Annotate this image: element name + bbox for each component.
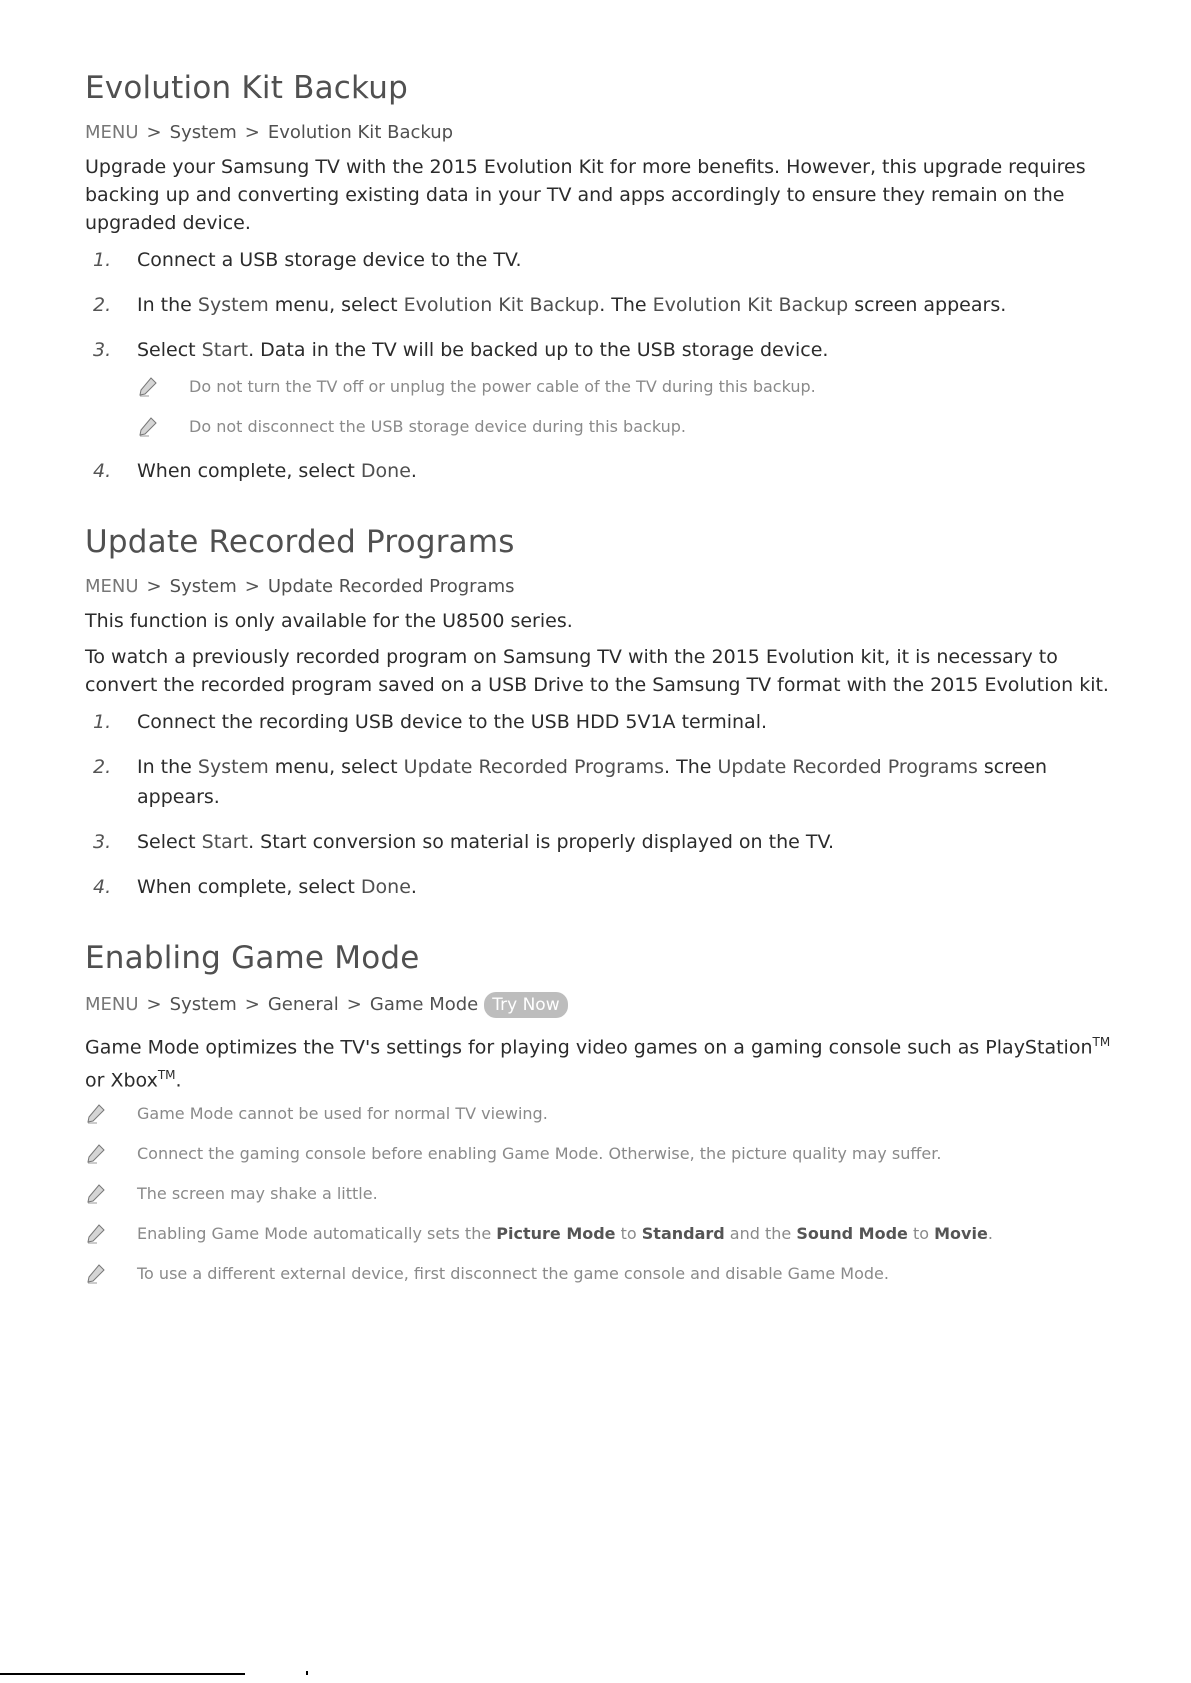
section-evolution-kit-backup: [85, 70, 1125, 486]
step-number: 1.: [93, 711, 112, 733]
step-item: [85, 290, 1125, 320]
pencil-note-icon: [85, 1263, 137, 1285]
step-number: 3.: [93, 831, 112, 853]
breadcrumb-game-mode[interactable]: Game Mode: [369, 994, 479, 1015]
pencil-note-icon: [85, 1223, 137, 1245]
step-text: In the System menu, select Update Recorded Programs. The Update Recorded Programs screen appears.: [137, 756, 1048, 808]
page: [85, 70, 1125, 1323]
note-text: Game Mode cannot be used for normal TV viewing.: [137, 1103, 548, 1123]
menu-term: Start: [201, 339, 249, 361]
breadcrumb-menu[interactable]: MENU: [85, 576, 139, 597]
menu-term: System: [197, 756, 269, 778]
step-text: Select Start. Data in the TV will be backed up to the USB storage device.: [137, 339, 829, 361]
breadcrumb-menu[interactable]: MENU: [85, 122, 139, 143]
note-text: To use a different external device, first disconnect the game console and disable Game Mode.: [137, 1263, 889, 1283]
breadcrumb: [85, 992, 1125, 1018]
section-title: Evolution Kit Backup: [85, 70, 408, 106]
section-title: Enabling Game Mode: [85, 940, 420, 976]
step-item: [85, 752, 1125, 812]
breadcrumb: [85, 122, 1125, 143]
setting-term: Standard: [641, 1223, 725, 1243]
step-number: 4.: [93, 876, 112, 898]
setting-term: Movie: [934, 1223, 988, 1243]
breadcrumb-system[interactable]: System: [169, 122, 237, 143]
setting-term: Sound Mode: [796, 1223, 908, 1243]
note-item: [85, 1183, 1125, 1205]
step-item: [85, 872, 1125, 902]
note-text: The screen may shake a little.: [137, 1183, 378, 1203]
chevron-right-icon: >: [146, 994, 162, 1015]
chevron-right-icon: >: [244, 576, 260, 597]
step-item: [85, 245, 1125, 275]
menu-term: Update Recorded Programs: [717, 756, 978, 778]
menu-term: Done: [360, 460, 411, 482]
footer-rule: [0, 1673, 245, 1675]
intro-paragraph: Game Mode optimizes the TV's settings for playing video games on a gaming console such as PlayStation™ or Xbox™.: [85, 1035, 1111, 1092]
footer-mark: [306, 1671, 308, 1675]
step-item: [85, 827, 1125, 857]
chevron-right-icon: >: [346, 994, 362, 1015]
step-item: [85, 707, 1125, 737]
menu-term: Evolution Kit Backup: [652, 294, 849, 316]
try-now-button[interactable]: Try Now: [484, 992, 567, 1018]
step-text: When complete, select Done.: [137, 876, 417, 898]
step-text: In the System menu, select Evolution Kit Backup. The Evolution Kit Backup screen appears.: [137, 294, 1007, 316]
step-text: Connect a USB storage device to the TV.: [137, 249, 522, 271]
chevron-right-icon: >: [146, 122, 162, 143]
pencil-note-icon: [85, 1183, 137, 1205]
breadcrumb-general[interactable]: General: [267, 994, 339, 1015]
menu-term: Start: [201, 831, 249, 853]
note-list: [137, 376, 1125, 438]
chevron-right-icon: >: [244, 122, 260, 143]
breadcrumb-system[interactable]: System: [169, 994, 237, 1015]
step-item: [85, 335, 1125, 365]
breadcrumb: [85, 576, 1125, 597]
step-list: [85, 707, 1125, 902]
note-list: [85, 1103, 1125, 1285]
intro-paragraph: To watch a previously recorded program on Samsung TV with the 2015 Evolution kit, it is necessary to convert the recorded program saved on a USB Drive to the Samsung TV format with the 2015 Evolution kit.: [85, 646, 1109, 696]
section-update-recorded-programs: [85, 524, 1125, 902]
note-item: [137, 416, 1125, 438]
pencil-note-icon: [137, 416, 189, 438]
setting-term: Picture Mode: [496, 1223, 616, 1243]
step-number: 2.: [93, 756, 112, 778]
step-number: 3.: [93, 339, 112, 361]
note-text: Connect the gaming console before enabling Game Mode. Otherwise, the picture quality may suffer.: [137, 1143, 942, 1163]
note-item: [85, 1263, 1125, 1285]
step-number: 1.: [93, 249, 112, 271]
intro-paragraph: This function is only available for the U8500 series.: [85, 610, 573, 632]
intro-paragraph: Upgrade your Samsung TV with the 2015 Evolution Kit for more benefits. However, this upgrade requires backing up and converting existing data in your TV and apps accordingly to ensure they remain on the upgraded device.: [85, 156, 1086, 234]
note-text: Enabling Game Mode automatically sets the Picture Mode to Standard and the Sound Mode to Movie.: [137, 1223, 993, 1243]
breadcrumb-evolution-kit-backup[interactable]: Evolution Kit Backup: [267, 122, 454, 143]
step-list: [85, 245, 1125, 486]
menu-term: Done: [360, 876, 411, 898]
note-item: [85, 1223, 1125, 1245]
trademark-mark: TM: [157, 1068, 176, 1083]
pencil-note-icon: [137, 376, 189, 398]
note-text: Do not turn the TV off or unplug the power cable of the TV during this backup.: [189, 377, 816, 396]
note-text: Do not disconnect the USB storage device during this backup.: [189, 417, 686, 436]
breadcrumb-update-recorded-programs[interactable]: Update Recorded Programs: [267, 576, 515, 597]
menu-term: Update Recorded Programs: [403, 756, 665, 778]
note-item: [85, 1143, 1125, 1165]
step-number: 2.: [93, 294, 112, 316]
section-title: Update Recorded Programs: [85, 524, 515, 560]
chevron-right-icon: >: [146, 576, 162, 597]
menu-term: Evolution Kit Backup: [403, 294, 600, 316]
pencil-note-icon: [85, 1103, 137, 1125]
step-text: Select Start. Start conversion so material is properly displayed on the TV.: [137, 831, 835, 853]
menu-term: System: [197, 294, 269, 316]
pencil-note-icon: [85, 1143, 137, 1165]
step-number: 4.: [93, 460, 112, 482]
step-text: Connect the recording USB device to the USB HDD 5V1A terminal.: [137, 711, 768, 733]
trademark-mark: TM: [1092, 1035, 1111, 1049]
note-item: [137, 376, 1125, 398]
breadcrumb-system[interactable]: System: [169, 576, 237, 597]
step-item: [85, 456, 1125, 486]
step-text: When complete, select Done.: [137, 460, 417, 482]
section-enabling-game-mode: [85, 940, 1125, 1285]
note-item: [85, 1103, 1125, 1125]
breadcrumb-menu[interactable]: MENU: [85, 994, 139, 1015]
chevron-right-icon: >: [244, 994, 260, 1015]
